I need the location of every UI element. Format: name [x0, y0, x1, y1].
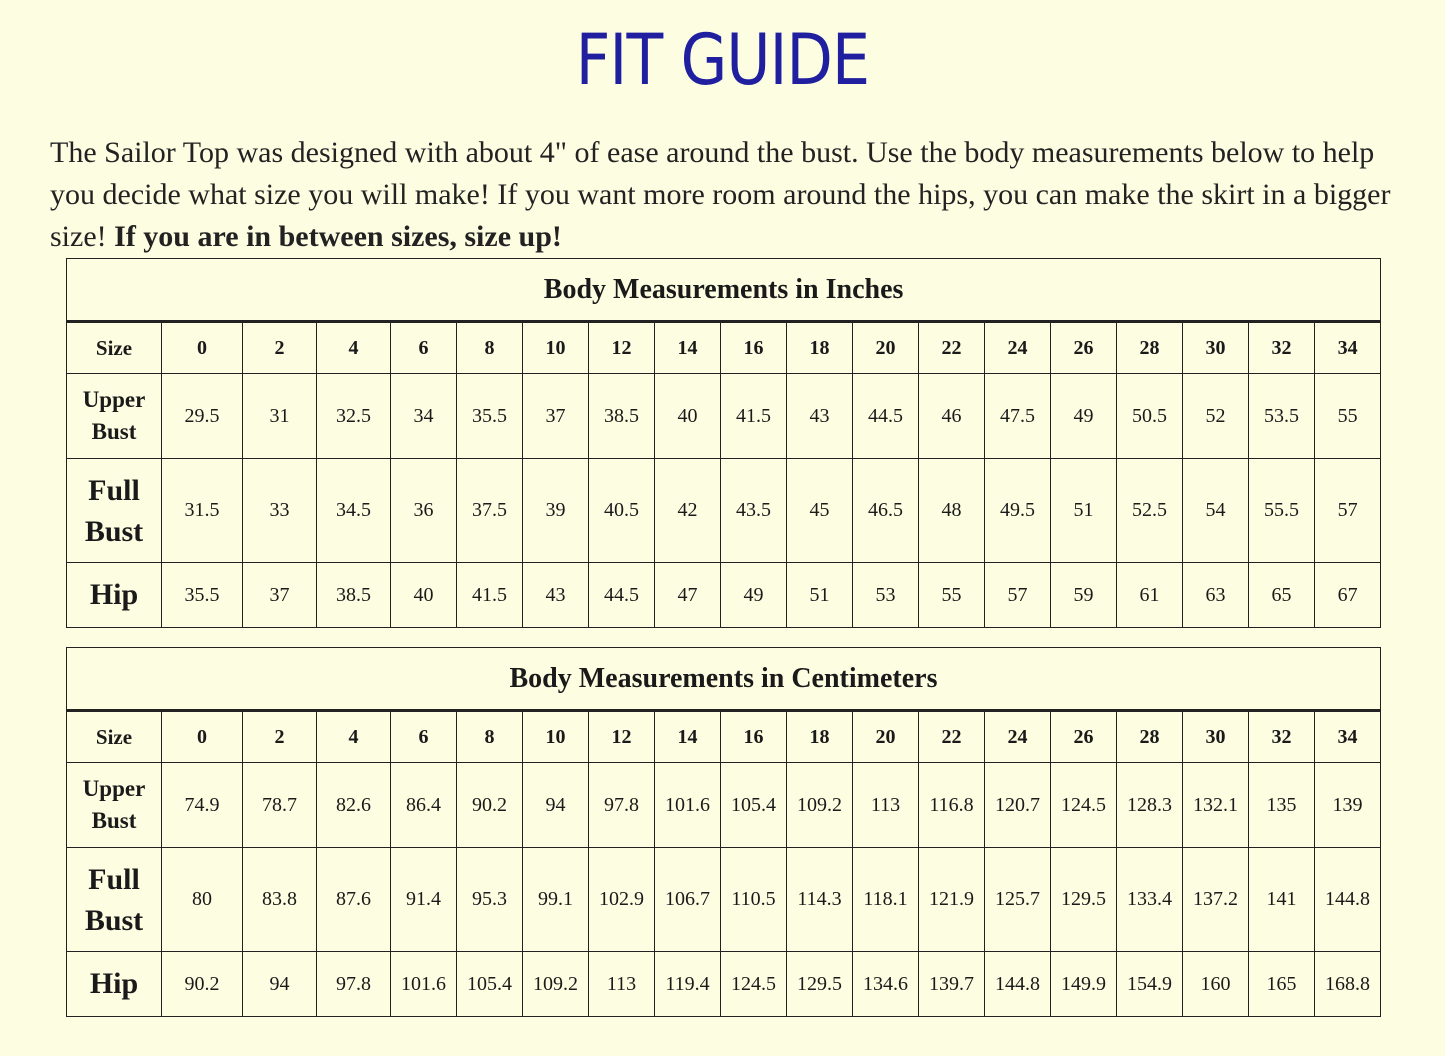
- size-header-cell: 14: [655, 322, 721, 374]
- measurement-cell: 59: [1051, 563, 1117, 628]
- measurement-cell: 37: [243, 563, 317, 628]
- measurement-cell: 86.4: [391, 763, 457, 848]
- page-title: FIT GUIDE: [575, 19, 870, 101]
- measurement-cell: 55: [1315, 374, 1381, 459]
- size-header-cell: 10: [523, 711, 589, 763]
- size-header-cell: 14: [655, 711, 721, 763]
- size-header-cell: 32: [1249, 322, 1315, 374]
- measurement-cell: 128.3: [1117, 763, 1183, 848]
- measurement-cell: 34.5: [317, 459, 391, 563]
- intro-text: The Sailor Top was designed with about 4" of ease around the bust. Use the body measurements below to help you decide what size you will make! If you want more room around the hips, you can make the skirt in a bigger size!: [50, 136, 1391, 253]
- measurement-cell: 48: [919, 459, 985, 563]
- intro-bold-text: If you are in between sizes, size up!: [114, 220, 562, 253]
- upper-bust-row: [67, 763, 1381, 848]
- size-header-cell: 2: [243, 711, 317, 763]
- measurement-cell: 109.2: [787, 763, 853, 848]
- measurement-cell: 32.5: [317, 374, 391, 459]
- size-header-cell: 2: [243, 322, 317, 374]
- measurement-cell: 40: [391, 563, 457, 628]
- measurement-cell: 41.5: [721, 374, 787, 459]
- measurement-cell: 55.5: [1249, 459, 1315, 563]
- row-label: Hip: [67, 563, 162, 628]
- full-bust-row: [67, 459, 1381, 563]
- size-header-cell: 6: [391, 322, 457, 374]
- measurement-cell: 119.4: [655, 952, 721, 1017]
- full-bust-row: [67, 848, 1381, 952]
- size-header-cell: 32: [1249, 711, 1315, 763]
- measurement-cell: 116.8: [919, 763, 985, 848]
- measurement-cell: 38.5: [589, 374, 655, 459]
- measurement-cell: 52: [1183, 374, 1249, 459]
- row-label: Full Bust: [67, 848, 162, 952]
- measurement-cell: 139.7: [919, 952, 985, 1017]
- measurement-cell: 120.7: [985, 763, 1051, 848]
- size-header-cell: 26: [1051, 322, 1117, 374]
- size-header-cell: 34: [1315, 711, 1381, 763]
- measurement-cell: 44.5: [589, 563, 655, 628]
- measurement-cell: 134.6: [853, 952, 919, 1017]
- measurement-cell: 49.5: [985, 459, 1051, 563]
- centimeters-table: [66, 647, 1381, 1017]
- size-header-cell: 4: [317, 322, 391, 374]
- measurement-cell: 109.2: [523, 952, 589, 1017]
- measurement-cell: 51: [787, 563, 853, 628]
- upper-bust-row: [67, 374, 1381, 459]
- measurement-cell: 94: [523, 763, 589, 848]
- measurement-cell: 110.5: [721, 848, 787, 952]
- measurement-cell: 144.8: [985, 952, 1051, 1017]
- size-header-cell: 16: [721, 711, 787, 763]
- measurement-cell: 35.5: [457, 374, 523, 459]
- measurement-cell: 135: [1249, 763, 1315, 848]
- row-label: Hip: [67, 952, 162, 1017]
- measurement-cell: 45: [787, 459, 853, 563]
- measurement-cell: 29.5: [162, 374, 243, 459]
- measurement-cell: 47.5: [985, 374, 1051, 459]
- measurement-cell: 61: [1117, 563, 1183, 628]
- size-header-cell: 18: [787, 322, 853, 374]
- measurement-cell: 95.3: [457, 848, 523, 952]
- measurement-cell: 47: [655, 563, 721, 628]
- measurement-cell: 90.2: [162, 952, 243, 1017]
- measurement-cell: 82.6: [317, 763, 391, 848]
- measurement-cell: 49: [1051, 374, 1117, 459]
- size-header-cell: 16: [721, 322, 787, 374]
- measurement-cell: 57: [1315, 459, 1381, 563]
- measurement-cell: 99.1: [523, 848, 589, 952]
- measurement-cell: 31.5: [162, 459, 243, 563]
- size-header-cell: 6: [391, 711, 457, 763]
- size-header-cell: 4: [317, 711, 391, 763]
- size-header-cell: 18: [787, 711, 853, 763]
- measurement-cell: 52.5: [1117, 459, 1183, 563]
- measurement-cell: 113: [853, 763, 919, 848]
- table-caption: Body Measurements in Centimeters: [67, 648, 1381, 711]
- intro-paragraph: [50, 132, 1400, 258]
- size-header-cell: 8: [457, 711, 523, 763]
- measurement-cell: 39: [523, 459, 589, 563]
- size-header-cell: 22: [919, 322, 985, 374]
- measurement-cell: 102.9: [589, 848, 655, 952]
- measurement-cell: 40.5: [589, 459, 655, 563]
- measurement-cell: 41.5: [457, 563, 523, 628]
- measurement-cell: 65: [1249, 563, 1315, 628]
- row-label: Size: [67, 711, 162, 763]
- row-label: Upper Bust: [67, 763, 162, 848]
- measurement-cell: 129.5: [787, 952, 853, 1017]
- measurement-cell: 54: [1183, 459, 1249, 563]
- measurement-cell: 113: [589, 952, 655, 1017]
- measurement-cell: 160: [1183, 952, 1249, 1017]
- size-row: [67, 322, 1381, 374]
- hip-row: [67, 563, 1381, 628]
- size-header-cell: 24: [985, 322, 1051, 374]
- size-header-cell: 20: [853, 711, 919, 763]
- measurement-cell: 101.6: [655, 763, 721, 848]
- measurement-cell: 74.9: [162, 763, 243, 848]
- measurement-cell: 35.5: [162, 563, 243, 628]
- size-header-cell: 24: [985, 711, 1051, 763]
- measurement-cell: 87.6: [317, 848, 391, 952]
- size-header-cell: 0: [162, 711, 243, 763]
- measurement-cell: 43: [523, 563, 589, 628]
- measurement-cell: 36: [391, 459, 457, 563]
- measurement-cell: 67: [1315, 563, 1381, 628]
- measurement-cell: 118.1: [853, 848, 919, 952]
- measurement-cell: 37: [523, 374, 589, 459]
- inches-table: [66, 258, 1381, 628]
- table-caption: Body Measurements in Inches: [67, 259, 1381, 322]
- measurement-cell: 31: [243, 374, 317, 459]
- measurement-cell: 133.4: [1117, 848, 1183, 952]
- table-body: [67, 322, 1381, 628]
- measurement-cell: 105.4: [457, 952, 523, 1017]
- measurement-cell: 141: [1249, 848, 1315, 952]
- measurement-cell: 144.8: [1315, 848, 1381, 952]
- measurement-cell: 129.5: [1051, 848, 1117, 952]
- measurement-cell: 137.2: [1183, 848, 1249, 952]
- measurement-cell: 33: [243, 459, 317, 563]
- size-header-cell: 28: [1117, 322, 1183, 374]
- measurement-cell: 78.7: [243, 763, 317, 848]
- hip-row: [67, 952, 1381, 1017]
- measurement-cell: 165: [1249, 952, 1315, 1017]
- measurement-cell: 38.5: [317, 563, 391, 628]
- size-header-cell: 30: [1183, 711, 1249, 763]
- measurement-cell: 43: [787, 374, 853, 459]
- measurement-cell: 57: [985, 563, 1051, 628]
- size-header-cell: 26: [1051, 711, 1117, 763]
- row-label: Full Bust: [67, 459, 162, 563]
- measurement-cell: 53: [853, 563, 919, 628]
- measurement-cell: 124.5: [1051, 763, 1117, 848]
- measurement-cell: 53.5: [1249, 374, 1315, 459]
- size-header-cell: 10: [523, 322, 589, 374]
- measurement-cell: 37.5: [457, 459, 523, 563]
- measurement-cell: 97.8: [317, 952, 391, 1017]
- measurement-cell: 42: [655, 459, 721, 563]
- measurement-cell: 34: [391, 374, 457, 459]
- measurement-cell: 121.9: [919, 848, 985, 952]
- size-header-cell: 22: [919, 711, 985, 763]
- size-row: [67, 711, 1381, 763]
- measurement-cell: 106.7: [655, 848, 721, 952]
- measurement-cell: 83.8: [243, 848, 317, 952]
- measurement-cell: 55: [919, 563, 985, 628]
- row-label: Size: [67, 322, 162, 374]
- measurement-cell: 49: [721, 563, 787, 628]
- measurement-cell: 90.2: [457, 763, 523, 848]
- measurement-cell: 46.5: [853, 459, 919, 563]
- measurement-cell: 168.8: [1315, 952, 1381, 1017]
- size-header-cell: 12: [589, 322, 655, 374]
- measurement-cell: 40: [655, 374, 721, 459]
- measurement-cell: 139: [1315, 763, 1381, 848]
- row-label: Upper Bust: [67, 374, 162, 459]
- size-header-cell: 0: [162, 322, 243, 374]
- measurement-cell: 132.1: [1183, 763, 1249, 848]
- measurement-cell: 43.5: [721, 459, 787, 563]
- measurement-cell: 44.5: [853, 374, 919, 459]
- size-header-cell: 28: [1117, 711, 1183, 763]
- measurement-cell: 91.4: [391, 848, 457, 952]
- measurement-cell: 114.3: [787, 848, 853, 952]
- measurement-cell: 105.4: [721, 763, 787, 848]
- measurement-cell: 149.9: [1051, 952, 1117, 1017]
- size-header-cell: 12: [589, 711, 655, 763]
- table-body: [67, 711, 1381, 1017]
- measurement-cell: 124.5: [721, 952, 787, 1017]
- measurement-cell: 63: [1183, 563, 1249, 628]
- measurement-cell: 51: [1051, 459, 1117, 563]
- measurement-cell: 125.7: [985, 848, 1051, 952]
- measurement-cell: 50.5: [1117, 374, 1183, 459]
- measurement-cell: 97.8: [589, 763, 655, 848]
- size-header-cell: 30: [1183, 322, 1249, 374]
- measurement-cell: 46: [919, 374, 985, 459]
- measurement-cell: 101.6: [391, 952, 457, 1017]
- size-header-cell: 20: [853, 322, 919, 374]
- size-header-cell: 8: [457, 322, 523, 374]
- measurement-cell: 80: [162, 848, 243, 952]
- measurement-cell: 94: [243, 952, 317, 1017]
- measurement-cell: 154.9: [1117, 952, 1183, 1017]
- size-header-cell: 34: [1315, 322, 1381, 374]
